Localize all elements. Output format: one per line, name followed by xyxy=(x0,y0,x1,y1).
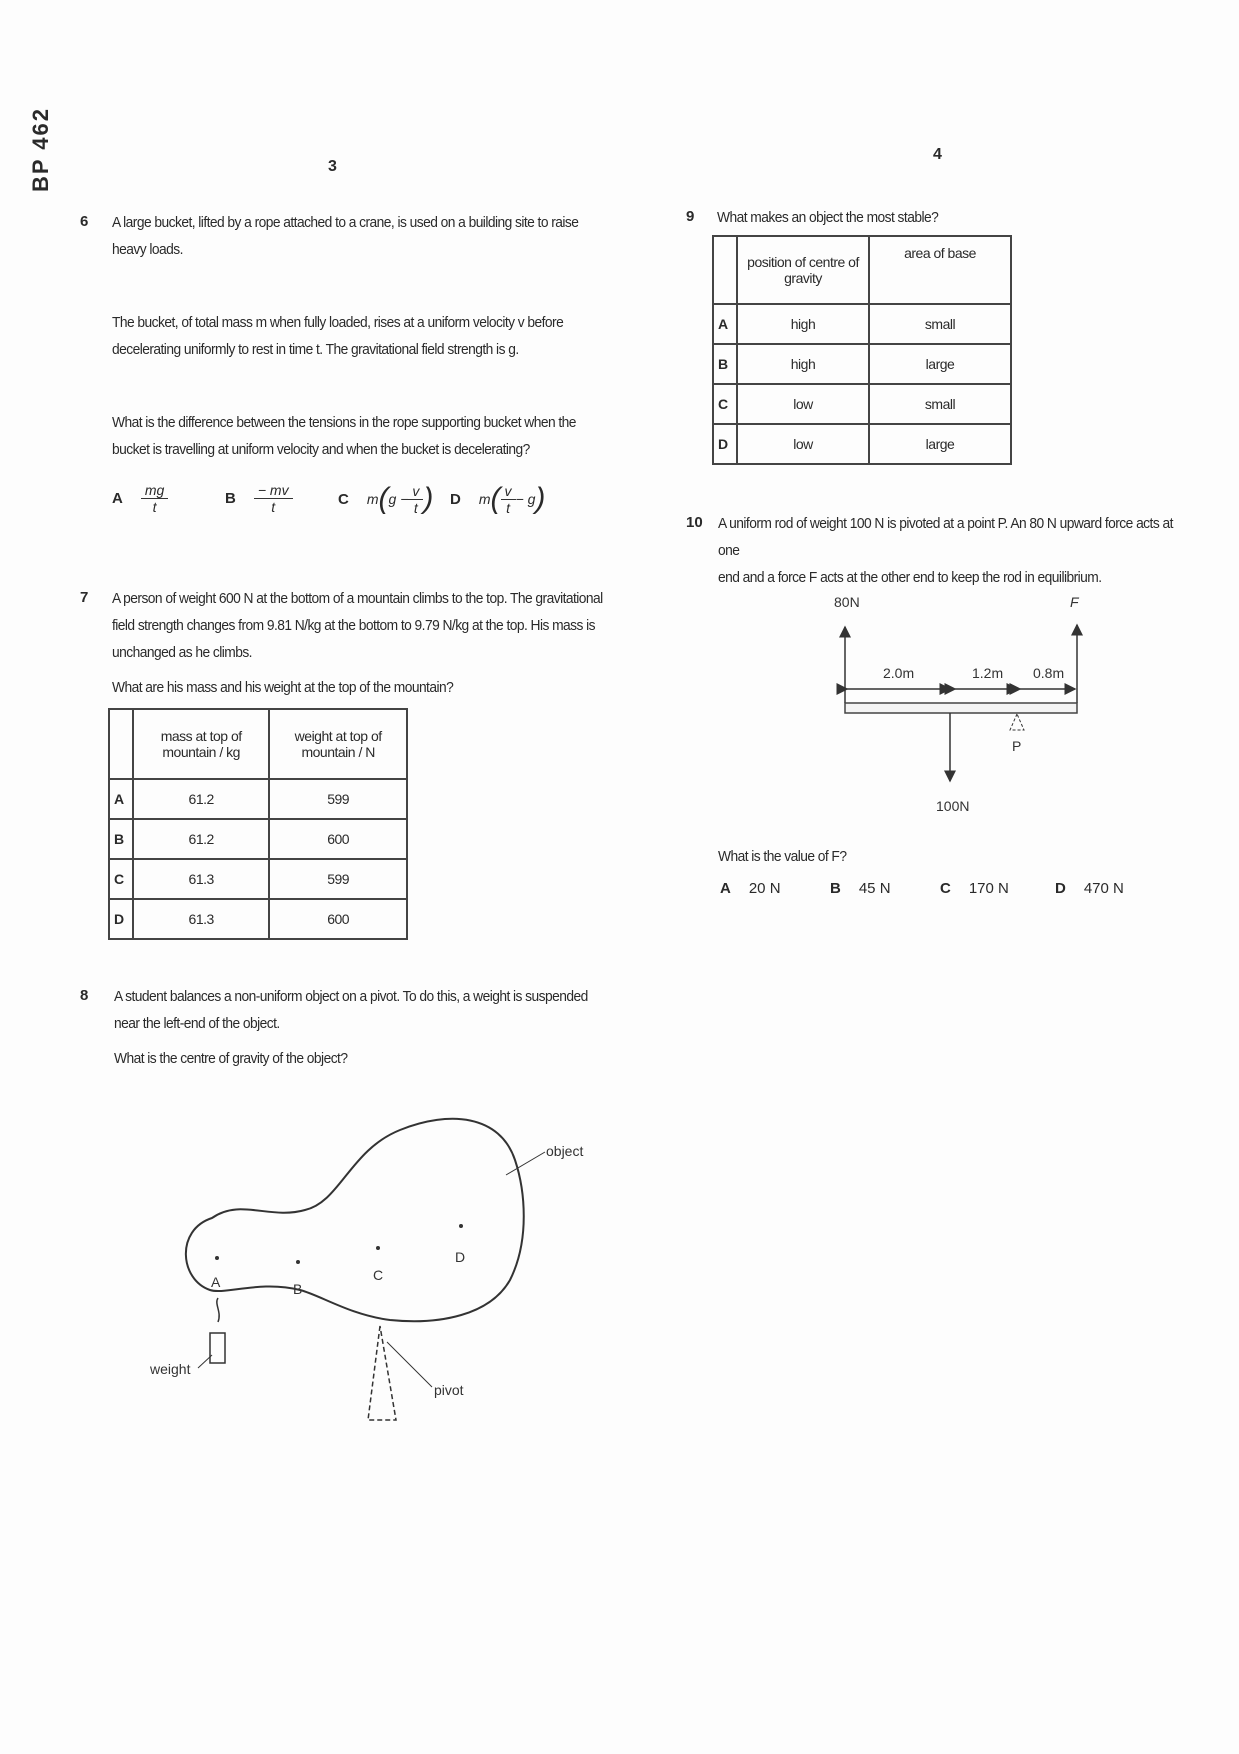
weight-block xyxy=(210,1333,225,1363)
expr-part: m xyxy=(366,491,379,507)
option-letter: D xyxy=(450,490,461,508)
question-6-text xyxy=(112,209,578,463)
expr-part: g − xyxy=(388,491,409,507)
option-letter: C xyxy=(338,490,349,508)
table-row[interactable] xyxy=(109,819,407,859)
question-8-number: 8 xyxy=(80,987,89,1004)
mass-cell: 61.3 xyxy=(133,859,269,899)
fraction xyxy=(254,482,293,515)
question-6-number: 6 xyxy=(80,213,89,230)
question-9-prompt: What makes an object the most stable? xyxy=(717,209,939,226)
question-6-option-b[interactable] xyxy=(225,482,293,515)
mass-cell: 61.3 xyxy=(133,899,269,939)
denominator: t xyxy=(506,499,510,516)
area-cell: small xyxy=(869,384,1011,424)
option-value: 170 N xyxy=(968,880,1009,897)
weight-label: weight xyxy=(150,1361,191,1377)
column-header: position of centre of gravity xyxy=(737,236,869,304)
question-prompt: What are his mass and his weight at the top of the mountain? xyxy=(112,679,454,696)
row-letter: C xyxy=(713,384,737,424)
row-letter: A xyxy=(713,304,737,344)
question-6-option-d[interactable] xyxy=(450,482,545,516)
text-line: A person of weight 600 N at the bottom of a mountain climbs to the top. The gravitational xyxy=(112,590,603,607)
text-line: bucket is travelling at uniform velocity and when the bucket is decelerating? xyxy=(112,441,530,458)
point-a-label[interactable]: A xyxy=(211,1274,221,1290)
text-line: decelerating uniformly to rest in time t. The gravitational field strength is g. xyxy=(112,341,519,358)
table-row[interactable] xyxy=(713,304,1011,344)
pivot-pointer xyxy=(387,1342,432,1387)
question-9-table xyxy=(712,235,1012,465)
text-line: end and a force F acts at the other end to keep the rod in equilibrium. xyxy=(718,569,1102,586)
page-number-left: 3 xyxy=(328,158,337,175)
question-7-text xyxy=(112,585,603,701)
expr-part: m xyxy=(478,491,491,507)
text-line: What is the difference between the tensions in the rope supporting bucket when the xyxy=(112,414,576,431)
position-cell: high xyxy=(737,304,869,344)
question-6-option-a[interactable] xyxy=(112,482,168,515)
text-line: A uniform rod of weight 100 N is pivoted at a point P. An 80 N upward force acts at one xyxy=(718,515,1173,559)
fraction xyxy=(141,482,168,515)
position-cell: high xyxy=(737,344,869,384)
column-header: mass at top of mountain / kg xyxy=(133,709,269,779)
row-letter: D xyxy=(109,899,133,939)
denominator: t xyxy=(152,499,157,515)
option-value: 45 N xyxy=(858,880,891,897)
option-letter: B xyxy=(830,880,841,897)
weight-label: 100N xyxy=(936,798,970,814)
question-10-number: 10 xyxy=(686,514,703,531)
column-header: area of base xyxy=(869,236,1011,304)
point-b-label[interactable]: B xyxy=(293,1281,303,1297)
text-line: A student balances a non-uniform object on a pivot. To do this, a weight is suspended xyxy=(114,988,588,1005)
table-row[interactable] xyxy=(713,344,1011,384)
point-d-dot xyxy=(459,1224,463,1228)
pivot-label: P xyxy=(1012,738,1022,754)
object-pivot-diagram xyxy=(140,1090,600,1440)
question-10-prompt: What is the value of F? xyxy=(718,848,847,865)
row-letter: C xyxy=(109,859,133,899)
table-row[interactable] xyxy=(109,899,407,939)
numerator: v xyxy=(408,483,423,500)
text-line: A large bucket, lifted by a rope attached to a crane, is used on a building site to raise xyxy=(112,214,579,231)
question-10-option-b[interactable] xyxy=(830,880,891,897)
point-d-label[interactable]: D xyxy=(455,1249,466,1265)
text-line: field strength changes from 9.81 N/kg at the bottom to 9.79 N/kg at the top. His mass is xyxy=(112,617,595,634)
point-b-dot xyxy=(296,1260,300,1264)
question-prompt: What is the centre of gravity of the object? xyxy=(114,1050,348,1067)
question-7-table xyxy=(108,708,408,940)
question-10-option-c[interactable] xyxy=(940,880,1009,897)
object-outline xyxy=(186,1119,524,1321)
weight-cell: 600 xyxy=(269,899,407,939)
option-letter: C xyxy=(940,880,951,897)
point-c-label[interactable]: C xyxy=(373,1267,384,1283)
question-7-number: 7 xyxy=(80,589,89,606)
column-header: weight at top of mountain / N xyxy=(269,709,407,779)
mass-cell: 61.2 xyxy=(133,819,269,859)
question-9-number: 9 xyxy=(686,208,695,225)
pivot-label: pivot xyxy=(434,1382,464,1398)
row-letter: B xyxy=(109,819,133,859)
row-letter: D xyxy=(713,424,737,464)
question-10-text xyxy=(718,510,1197,591)
text-line: heavy loads. xyxy=(112,241,183,258)
expression: m ( g − $\frac{v}{t}$ ) xyxy=(366,482,434,516)
pivot-triangle xyxy=(1010,714,1024,730)
option-letter: B xyxy=(225,490,236,507)
area-cell: large xyxy=(869,424,1011,464)
text-line: unchanged as he climbs. xyxy=(112,644,252,661)
expression: m ( $\frac{v}{t}$ − g ) xyxy=(478,482,546,516)
pivot-wedge xyxy=(368,1326,396,1420)
table-row[interactable] xyxy=(713,384,1011,424)
dimension-label: 2.0m xyxy=(883,665,915,681)
dimension-label: 1.2m xyxy=(972,665,1004,681)
denominator: t xyxy=(271,499,276,515)
area-cell: large xyxy=(869,344,1011,384)
numerator: v xyxy=(501,483,516,500)
denominator: t xyxy=(413,499,418,516)
table-row[interactable] xyxy=(109,779,407,819)
table-row[interactable] xyxy=(713,424,1011,464)
text-line: near the left-end of the object. xyxy=(114,1015,280,1032)
weight-cell: 599 xyxy=(269,859,407,899)
row-letter: A xyxy=(109,779,133,819)
text-line: The bucket, of total mass m when fully loaded, rises at a uniform velocity v before xyxy=(112,314,564,331)
point-a-dot xyxy=(215,1256,219,1260)
rod-diagram xyxy=(820,585,1100,825)
area-cell: small xyxy=(869,304,1011,344)
object-label: object xyxy=(546,1143,584,1159)
paper-code: BP 462 xyxy=(28,107,53,192)
rod xyxy=(845,703,1077,713)
dimension-label: 0.8m xyxy=(1033,665,1065,681)
table-row[interactable] xyxy=(109,859,407,899)
fraction xyxy=(501,483,516,516)
question-6-option-c[interactable] xyxy=(338,482,433,516)
question-10-option-d[interactable] xyxy=(1055,880,1124,897)
option-letter: D xyxy=(1055,880,1066,897)
force-f-label: F xyxy=(1070,594,1079,610)
page-number-right: 4 xyxy=(933,146,942,163)
question-8-text xyxy=(114,983,588,1072)
expr-part: − g xyxy=(515,491,536,507)
weight-cell: 600 xyxy=(269,819,407,859)
option-letter: A xyxy=(112,490,123,507)
position-cell: low xyxy=(737,384,869,424)
numerator: mg xyxy=(141,482,168,499)
object-pointer xyxy=(506,1152,545,1175)
weight-string xyxy=(217,1298,219,1322)
mass-cell: 61.2 xyxy=(133,779,269,819)
option-letter: A xyxy=(720,880,731,897)
question-10-option-a[interactable] xyxy=(720,880,781,897)
option-value: 20 N xyxy=(748,880,781,897)
weight-cell: 599 xyxy=(269,779,407,819)
point-c-dot xyxy=(376,1246,380,1250)
option-value: 470 N xyxy=(1083,880,1124,897)
force-80n-label: 80N xyxy=(834,594,860,610)
row-letter: B xyxy=(713,344,737,384)
position-cell: low xyxy=(737,424,869,464)
numerator: − mv xyxy=(254,482,293,499)
fraction xyxy=(408,483,423,516)
